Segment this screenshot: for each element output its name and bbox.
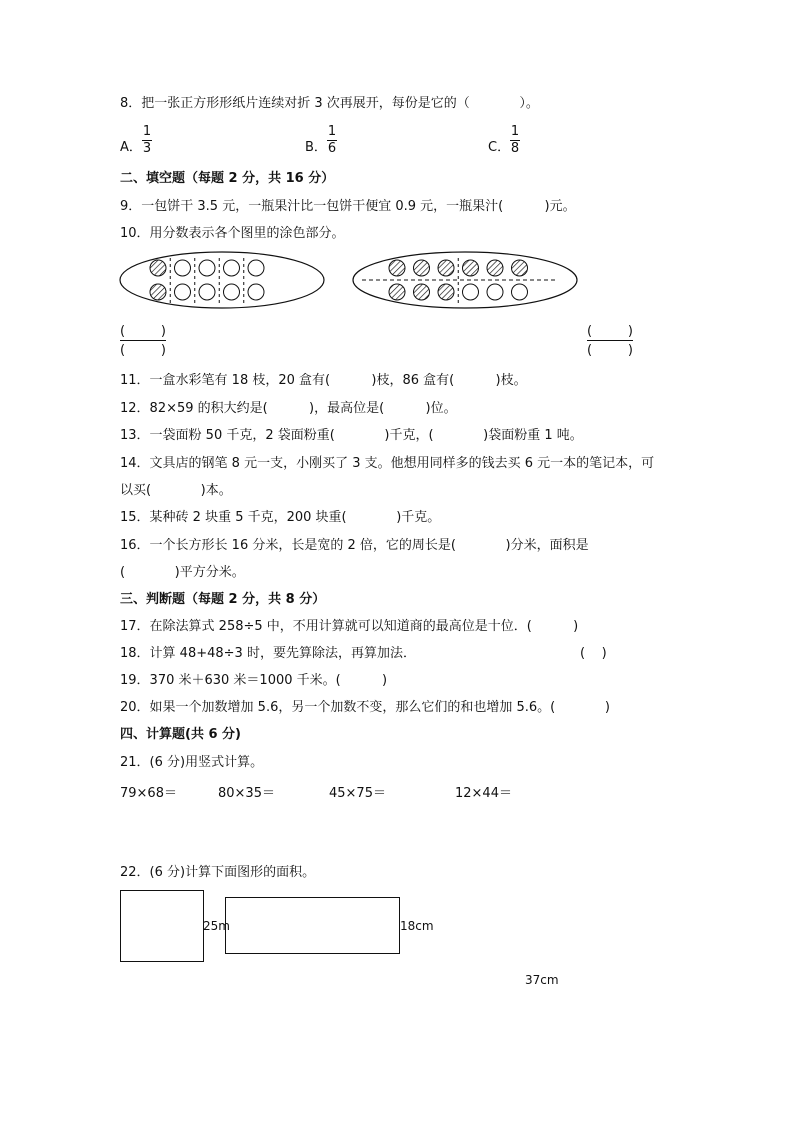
q8-option-a-fraction <box>142 125 152 156</box>
left-oval <box>120 252 324 308</box>
q12-text: 12．82×59 的积大约是( )，最高位是( )位。 <box>120 401 457 416</box>
q18-text: 18．计算 48+48÷3 时，要先算除法，再算加法． <box>120 646 416 661</box>
paren-close: ) <box>160 343 166 358</box>
q19-text: 19．370 米＋630 米＝1000 千米。( ) <box>120 673 388 688</box>
q22-label-25: 25m <box>203 919 230 933</box>
q9-text: 9．一包饼干 3.5 元，一瓶果汁比一包饼干便宜 0.9 元，一瓶果汁( )元。 <box>120 199 576 214</box>
denominator: 6 <box>327 141 337 156</box>
numerator: 1 <box>510 124 520 139</box>
q8-option-b-label: B． <box>305 140 327 155</box>
hatched-circle <box>414 284 430 300</box>
q21-calc-3: 45×75＝ <box>329 786 386 801</box>
q22-label-18: 18cm <box>400 919 434 933</box>
q10-text: 10．用分数表示各个图里的涂色部分。 <box>120 226 345 241</box>
q8-text: 8．把一张正方形形纸片连续对折 3 次再展开，每份是它的（ ）。 <box>120 96 539 111</box>
q8-option-a-label: A． <box>120 140 142 155</box>
empty-circle <box>463 284 479 300</box>
paren-open: ( <box>120 324 126 339</box>
empty-circle <box>199 284 215 300</box>
q10-right-answer-fraction <box>587 324 633 358</box>
empty-circle <box>248 260 264 276</box>
hatched-circle <box>438 260 454 276</box>
q13-text: 13．一袋面粉 50 千克，2 袋面粉重( )千克，( )袋面粉重 1 吨。 <box>120 428 583 443</box>
empty-circle <box>487 284 503 300</box>
empty-circle <box>224 260 240 276</box>
q22-text: 22．(6 分)计算下面图形的面积。 <box>120 865 316 880</box>
q21-calc-4: 12×44＝ <box>455 786 512 801</box>
hatched-circle <box>389 260 405 276</box>
empty-circle <box>224 284 240 300</box>
paren-close: ) <box>627 343 633 358</box>
hatched-circle <box>438 284 454 300</box>
q15-text: 15．某种砖 2 块重 5 千克，200 块重( )千克。 <box>120 510 441 525</box>
hatched-circle <box>389 284 405 300</box>
q20-text: 20．如果一个加数增加 5.6，另一个加数不变，那么它们的和也增加 5.6。( ) <box>120 700 610 715</box>
paren-close: ) <box>627 324 633 339</box>
q16-line1: 16．一个长方形长 16 分米，长是宽的 2 倍，它的周长是( )分米，面积是 <box>120 538 589 553</box>
paren-open: ( <box>587 324 593 339</box>
hatched-circle <box>414 260 430 276</box>
section-3-heading: 三、判断题（每题 2 分，共 8 分） <box>120 592 326 607</box>
q22-label-37: 37cm <box>525 973 559 987</box>
q21-text: 21．(6 分)用竖式计算。 <box>120 755 264 770</box>
q18-paren: ( ) <box>580 646 607 661</box>
section-4-heading: 四、计算题(共 6 分) <box>120 727 241 742</box>
q11-text: 11．一盒水彩笔有 18 枝，20 盒有( )枝，86 盒有( )枝。 <box>120 373 527 388</box>
hatched-circle <box>512 260 528 276</box>
q8-option-c-label: C． <box>488 140 511 155</box>
empty-circle <box>175 260 191 276</box>
q14-line2: 以买( )本。 <box>120 483 232 498</box>
empty-circle <box>512 284 528 300</box>
q8-option-c-fraction <box>510 125 520 156</box>
empty-circle <box>199 260 215 276</box>
paren-open: ( <box>120 343 126 358</box>
section-2-heading: 二、填空题（每题 2 分，共 16 分） <box>120 171 335 186</box>
paren-open: ( <box>587 343 593 358</box>
hatched-circle <box>150 284 166 300</box>
hatched-circle <box>463 260 479 276</box>
q21-calc-1: 79×68＝ <box>120 786 177 801</box>
denominator: 8 <box>510 141 520 156</box>
numerator: 1 <box>142 124 152 139</box>
hatched-circle <box>487 260 503 276</box>
hatched-circle <box>150 260 166 276</box>
q8-option-b-fraction <box>327 125 337 156</box>
q10-left-answer-fraction <box>120 324 166 358</box>
numerator: 1 <box>327 124 337 139</box>
empty-circle <box>248 284 264 300</box>
q17-text: 17．在除法算式 258÷5 中，不用计算就可以知道商的最高位是十位．( ) <box>120 619 579 634</box>
paren-close: ) <box>160 324 166 339</box>
q16-line2: ( )平方分米。 <box>120 565 245 580</box>
q21-calc-2: 80×35＝ <box>218 786 275 801</box>
empty-circle <box>175 284 191 300</box>
q14-line1: 14．文具店的钢笔 8 元一支，小刚买了 3 支。他想用同样多的钱去买 6 元一本的笔记本，可 <box>120 456 655 471</box>
q22-square <box>120 890 204 962</box>
q22-rectangle <box>225 897 400 954</box>
denominator: 3 <box>142 141 152 156</box>
